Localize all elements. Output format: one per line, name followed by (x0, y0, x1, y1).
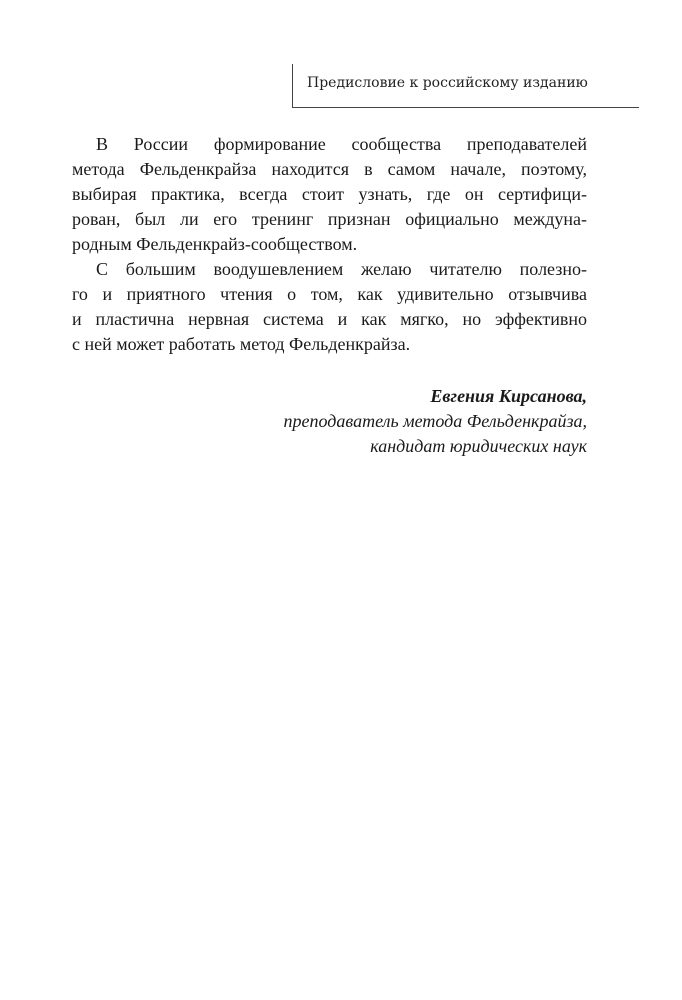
text-line: го и приятного чтения о том, как удивительно отзывчива (72, 284, 587, 304)
text-line: В России формирование сообщества преподавателей (96, 134, 587, 154)
signature-role: преподаватель метода Фельденкрайза, (283, 411, 587, 431)
body-text (72, 132, 587, 357)
running-head-title: Предисловие к российскому изданию (307, 75, 588, 91)
signature-author: Евгения Кирсанова, (430, 386, 587, 406)
paragraph-2 (72, 257, 587, 357)
signature-degree: кандидат юридических наук (370, 436, 587, 456)
paragraph-1 (72, 132, 587, 257)
running-head (292, 64, 639, 108)
text-line: рован, был ли его тренинг признан официально междуна- (72, 209, 587, 229)
signature-block (284, 384, 587, 459)
text-line: родным Фельденкрайз-сообществом. (72, 234, 358, 254)
text-line: выбирая практика, всегда стоит узнать, где он сертифици- (72, 184, 587, 204)
text-line: с ней может работать метод Фельденкрайза. (72, 334, 411, 354)
text-line: и пластична нервная система и как мягко, но эффективно (72, 309, 587, 329)
text-line: С большим воодушевлением желаю читателю полезно- (96, 259, 587, 279)
text-line: метода Фельденкрайза находится в самом начале, поэтому, (72, 159, 587, 179)
